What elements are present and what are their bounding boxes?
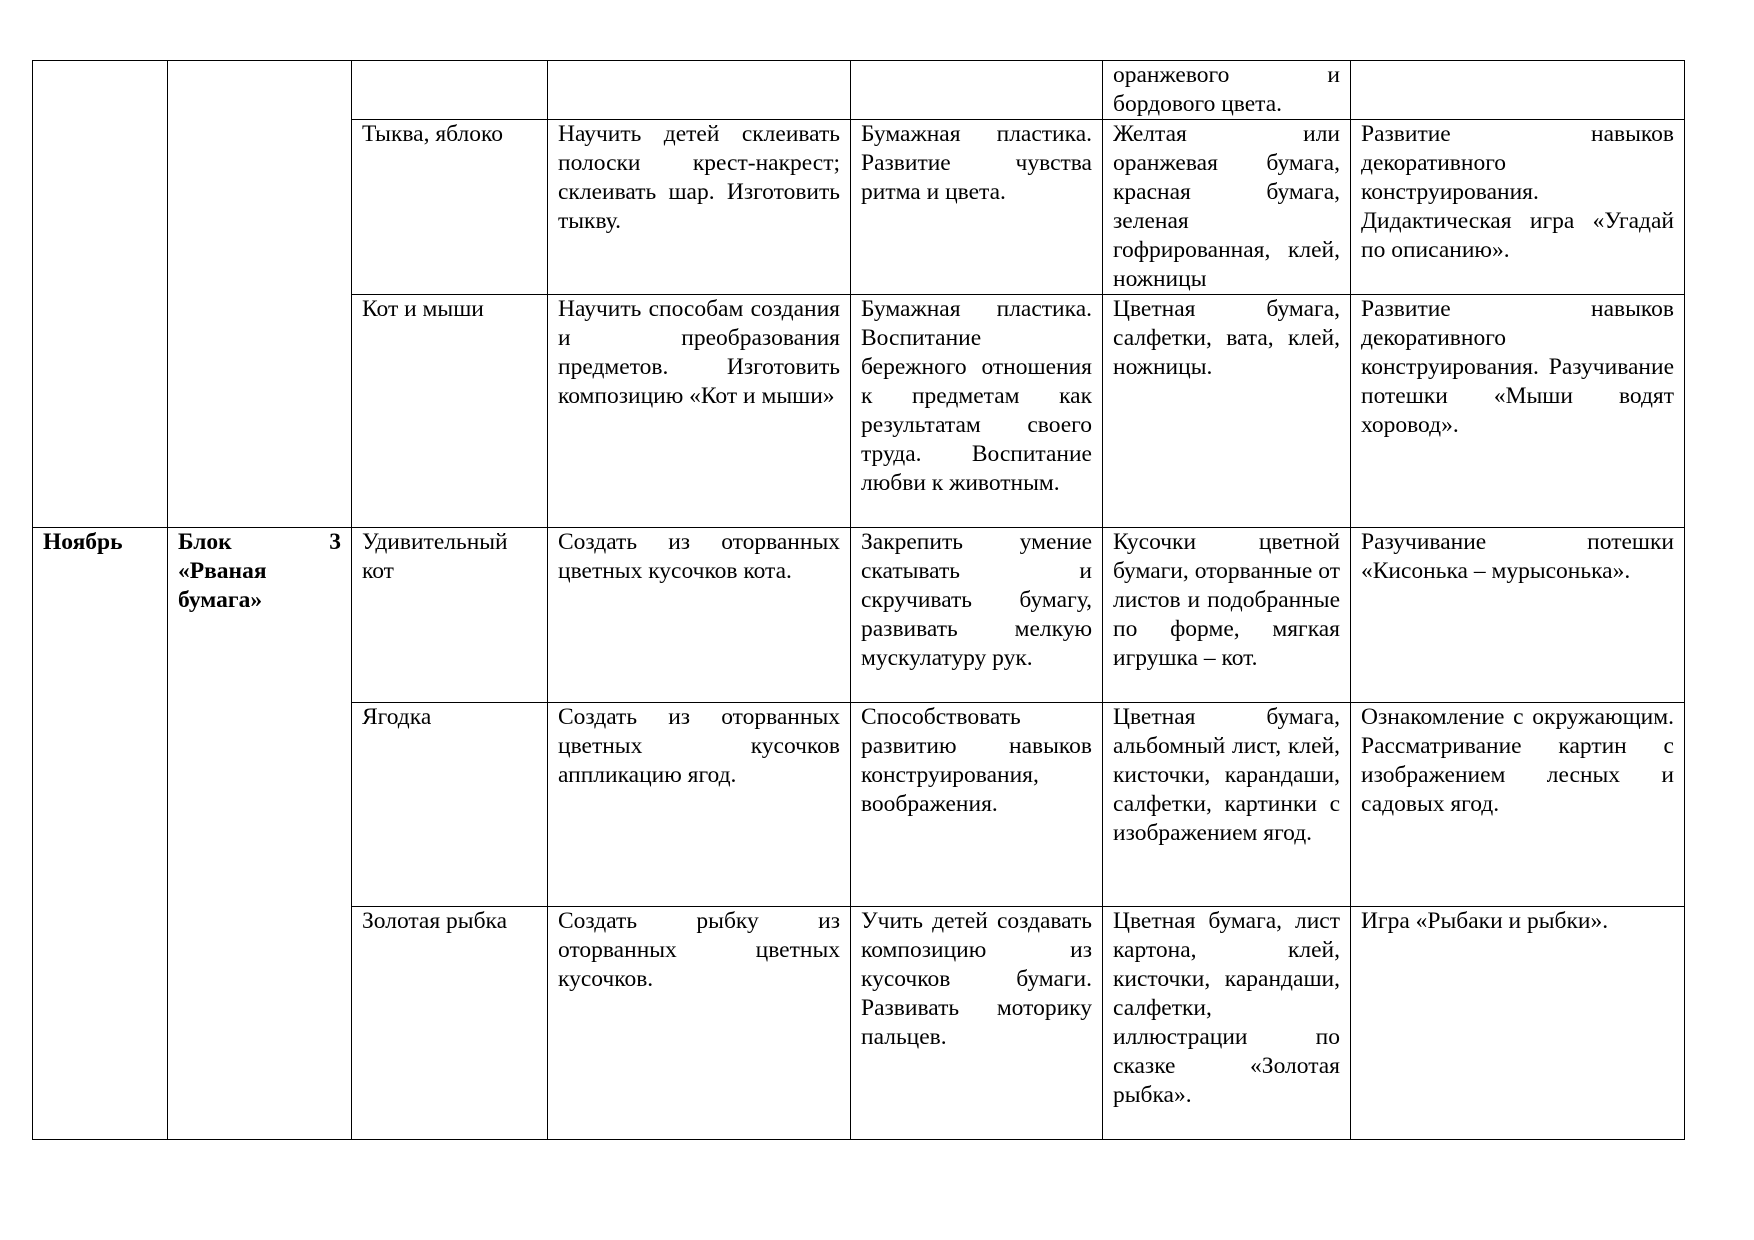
task-cell — [548, 61, 851, 120]
task-cell: Научить детей склеивать полоски крест-накрест; склеивать шар. Изготовить тыкву. — [548, 120, 851, 295]
table-row — [33, 528, 1685, 703]
goal-cell: Учить детей создавать композицию из кусочков бумаги. Развивать моторику пальцев. — [851, 907, 1103, 1140]
task-cell: Создать из оторванных цветных кусочков аппликацию ягод. — [548, 703, 851, 907]
topic-cell — [352, 61, 548, 120]
topic-cell: Ягодка — [352, 703, 548, 907]
materials-cell: Кусочки цветной бумаги, оторванные от листов и подобранные по форме, мягкая игрушка – кот. — [1103, 528, 1351, 703]
goal-cell: Закрепить умение скатывать и скручивать бумагу, развивать мелкую мускулатуру рук. — [851, 528, 1103, 703]
goal-cell: Бумажная пластика. Воспитание бережного отношения к предметам как результатам своего труда. Воспитание любви к животным. — [851, 295, 1103, 528]
block-cell — [168, 61, 352, 528]
materials-cell: Цветная бумага, альбомный лист, клей, кисточки, карандаши, салфетки, картинки с изображением ягод. — [1103, 703, 1351, 907]
task-cell: Научить способам создания и преобразования предметов. Изготовить композицию «Кот и мыши» — [548, 295, 851, 528]
goal-cell: Бумажная пластика. Развитие чувства ритма и цвета. — [851, 120, 1103, 295]
task-cell: Создать из оторванных цветных кусочков кота. — [548, 528, 851, 703]
goal-cell: Способствовать развитию навыков конструирования, воображения. — [851, 703, 1103, 907]
activity-plan-table — [32, 60, 1685, 1140]
month-cell: Ноябрь — [33, 528, 168, 1140]
month-cell — [33, 61, 168, 528]
topic-cell: Кот и мыши — [352, 295, 548, 528]
block-cell: Блок 3 «Рваная бумага» — [168, 528, 352, 1140]
materials-cell: оранжевого и бордового цвета. — [1103, 61, 1351, 120]
materials-cell: Цветная бумага, салфетки, вата, клей, ножницы. — [1103, 295, 1351, 528]
materials-cell: Цветная бумага, лист картона, клей, кисточки, карандаши, салфетки, иллюстрации по сказке «Золотая рыбка». — [1103, 907, 1351, 1140]
table-row — [33, 61, 1685, 120]
goal-cell — [851, 61, 1103, 120]
topic-cell: Удивительный кот — [352, 528, 548, 703]
extra-cell: Развитие навыков декоративного конструирования. Дидактическая игра «Угадай по описанию». — [1351, 120, 1685, 295]
task-cell: Создать рыбку из оторванных цветных кусочков. — [548, 907, 851, 1140]
extra-cell: Ознакомление с окружающим. Рассматривание картин с изображением лесных и садовых ягод. — [1351, 703, 1685, 907]
topic-cell: Золотая рыбка — [352, 907, 548, 1140]
extra-cell: Игра «Рыбаки и рыбки». — [1351, 907, 1685, 1140]
extra-cell: Развитие навыков декоративного конструирования. Разучивание потешки «Мыши водят хоровод». — [1351, 295, 1685, 528]
extra-cell: Разучивание потешки «Кисонька – мурысонька». — [1351, 528, 1685, 703]
extra-cell — [1351, 61, 1685, 120]
materials-cell: Желтая или оранжевая бумага, красная бумага, зеленая гофрированная, клей, ножницы — [1103, 120, 1351, 295]
topic-cell: Тыква, яблоко — [352, 120, 548, 295]
